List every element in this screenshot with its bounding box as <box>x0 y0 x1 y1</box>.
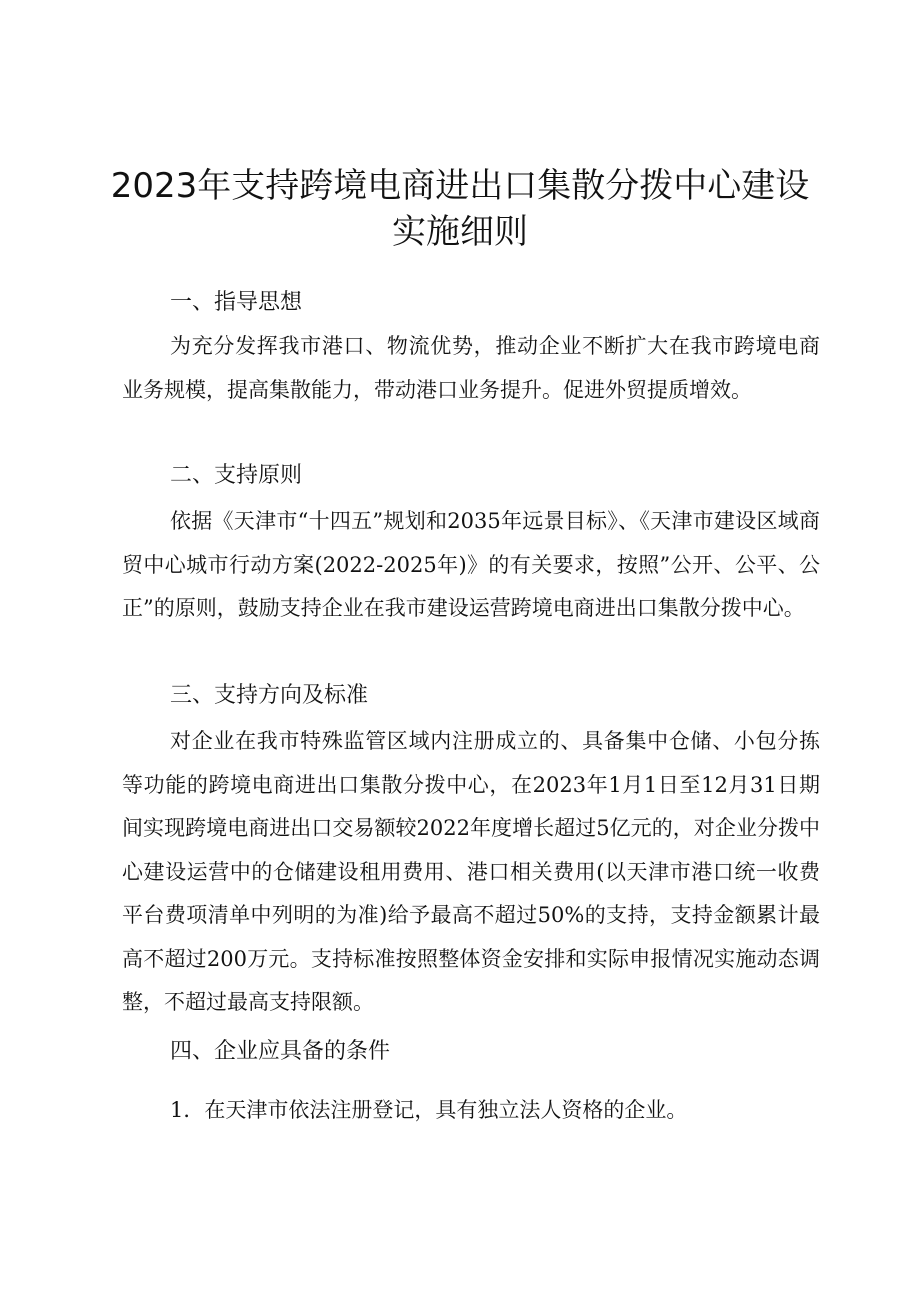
section-body-support-principles: 依据《天津市“十四五”规划和2035年远景目标》、《天津市建设区域商贸中心城市行动方案(2022-2025年)》的有关要求，按照”公开、公平、公正”的原则，鼓励支持企业在我市建设运营跨境电商进出口集散分拨中心。 <box>122 509 820 620</box>
section-heading-enterprise-conditions: 四、企业应具备的条件 <box>170 1039 391 1064</box>
section-heading-support-principles: 二、支持原则 <box>170 463 303 488</box>
document-title-line-1: 2023年支持跨境电商进出口集散分拨中心建设 <box>110 166 810 206</box>
section-body-guiding-ideology: 为充分发挥我市港口、物流优势，推动企业不断扩大在我市跨境电商业务规模，提高集散能力，带动港口业务提升。促进外贸提质增效。 <box>122 334 820 402</box>
section-body-support-direction: 对企业在我市特殊监管区域内注册成立的、具备集中仓储、小包分拣等功能的跨境电商进出口集散分拨中心，在2023年1月1日至12月31日期间实现跨境电商进出口交易额较2022年度增长超过5亿元的，对企业分拨中心建设运营中的仓储建设租用费用、港口相关费用(以天津市港口统一收费平台费项清单中列明的为准)给予最高不超过50%的支持，支持金额累计最高不超过200万元。支持标准按照整体资金安排和实际申报情况实施动态调整，不超过最高支持限额。 <box>122 729 820 1014</box>
condition-item: 1．在天津市依法注册登记，具有独立法人资格的企业。 <box>170 1098 688 1122</box>
section-heading-support-direction: 三、支持方向及标准 <box>170 683 369 708</box>
document-title-line-2: 实施细则 <box>392 212 528 252</box>
section-heading-guiding-ideology: 一、指导思想 <box>170 290 303 315</box>
